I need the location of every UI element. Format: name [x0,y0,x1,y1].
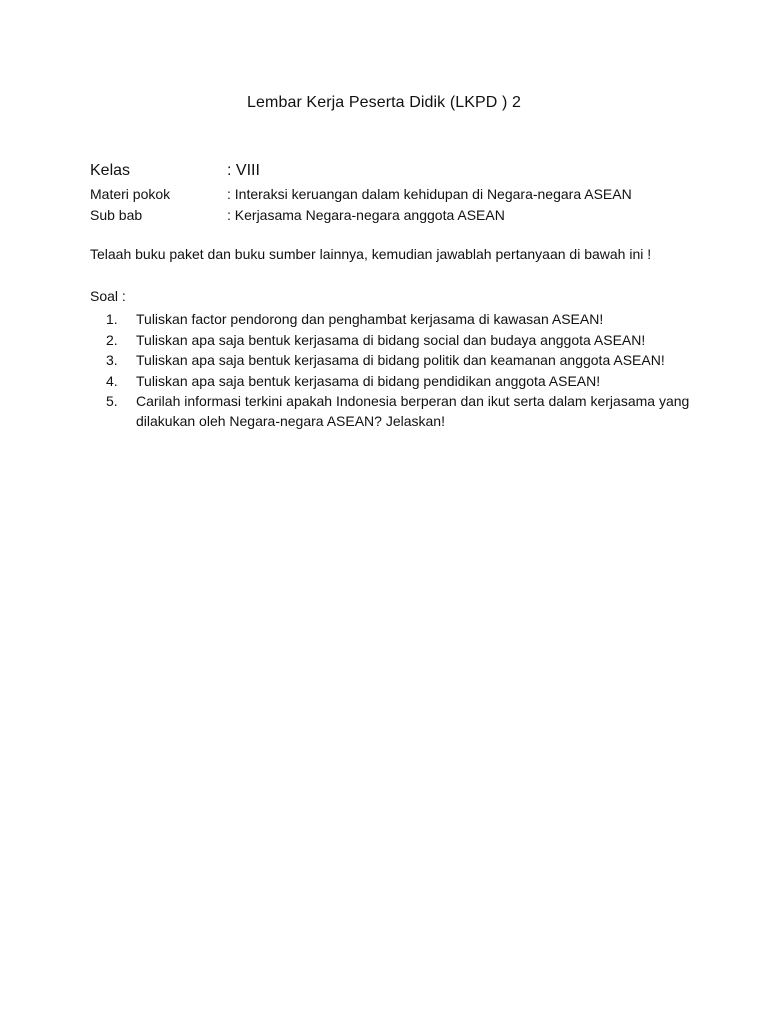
info-row-materi-pokok [90,186,710,207]
info-label: Sub bab [90,207,143,223]
question-text: Carilah informasi terkini apakah Indonesia berperan dan ikut serta dalam kerjasama yang dilakukan oleh Negara-negara ASEAN? Jelaskan! [136,393,690,429]
info-label: Materi pokok [90,186,171,202]
info-label: Kelas [90,162,131,179]
question-number-cell [90,391,136,411]
question-text: Tuliskan factor pendorong dan penghambat kerjasama di kawasan ASEAN! [136,311,604,327]
question-number-cell [90,309,136,329]
question-text: Tuliskan apa saja bentuk kerjasama di bidang politik dan keamanan anggota ASEAN! [136,352,665,368]
question-item [90,350,710,370]
info-row-sub-bab [90,207,710,228]
question-list [90,309,710,432]
question-item [90,330,710,350]
question-number: 4. [106,372,118,389]
question-number: 2. [106,331,118,348]
instruction-text: Telaah buku paket dan buku sumber lainnya, kemudian jawablah pertanyaan di bawah ini ! [90,246,652,262]
info-block [90,162,710,228]
info-value: : Kerjasama Negara-negara anggota ASEAN [227,207,505,223]
soal-label: Soal : [90,288,126,304]
question-number-cell [90,330,136,350]
question-text: Tuliskan apa saja bentuk kerjasama di bidang social dan budaya anggota ASEAN! [136,331,646,348]
question-item [90,371,710,391]
question-item [90,309,710,329]
document-title: Lembar Kerja Peserta Didik (LKPD ) 2 [247,94,521,111]
info-row-kelas [90,162,710,186]
info-value: : Interaksi keruangan dalam kehidupan di Negara-negara ASEAN [227,186,632,202]
question-text: Tuliskan apa saja bentuk kerjasama di bidang pendidikan anggota ASEAN! [136,372,601,389]
question-number-cell [90,371,136,391]
question-number-cell [90,350,136,370]
question-item [90,391,710,431]
question-number: 3. [106,352,118,368]
question-number: 1. [106,311,118,327]
info-value: : VIII [227,162,260,179]
question-number: 5. [106,393,118,409]
